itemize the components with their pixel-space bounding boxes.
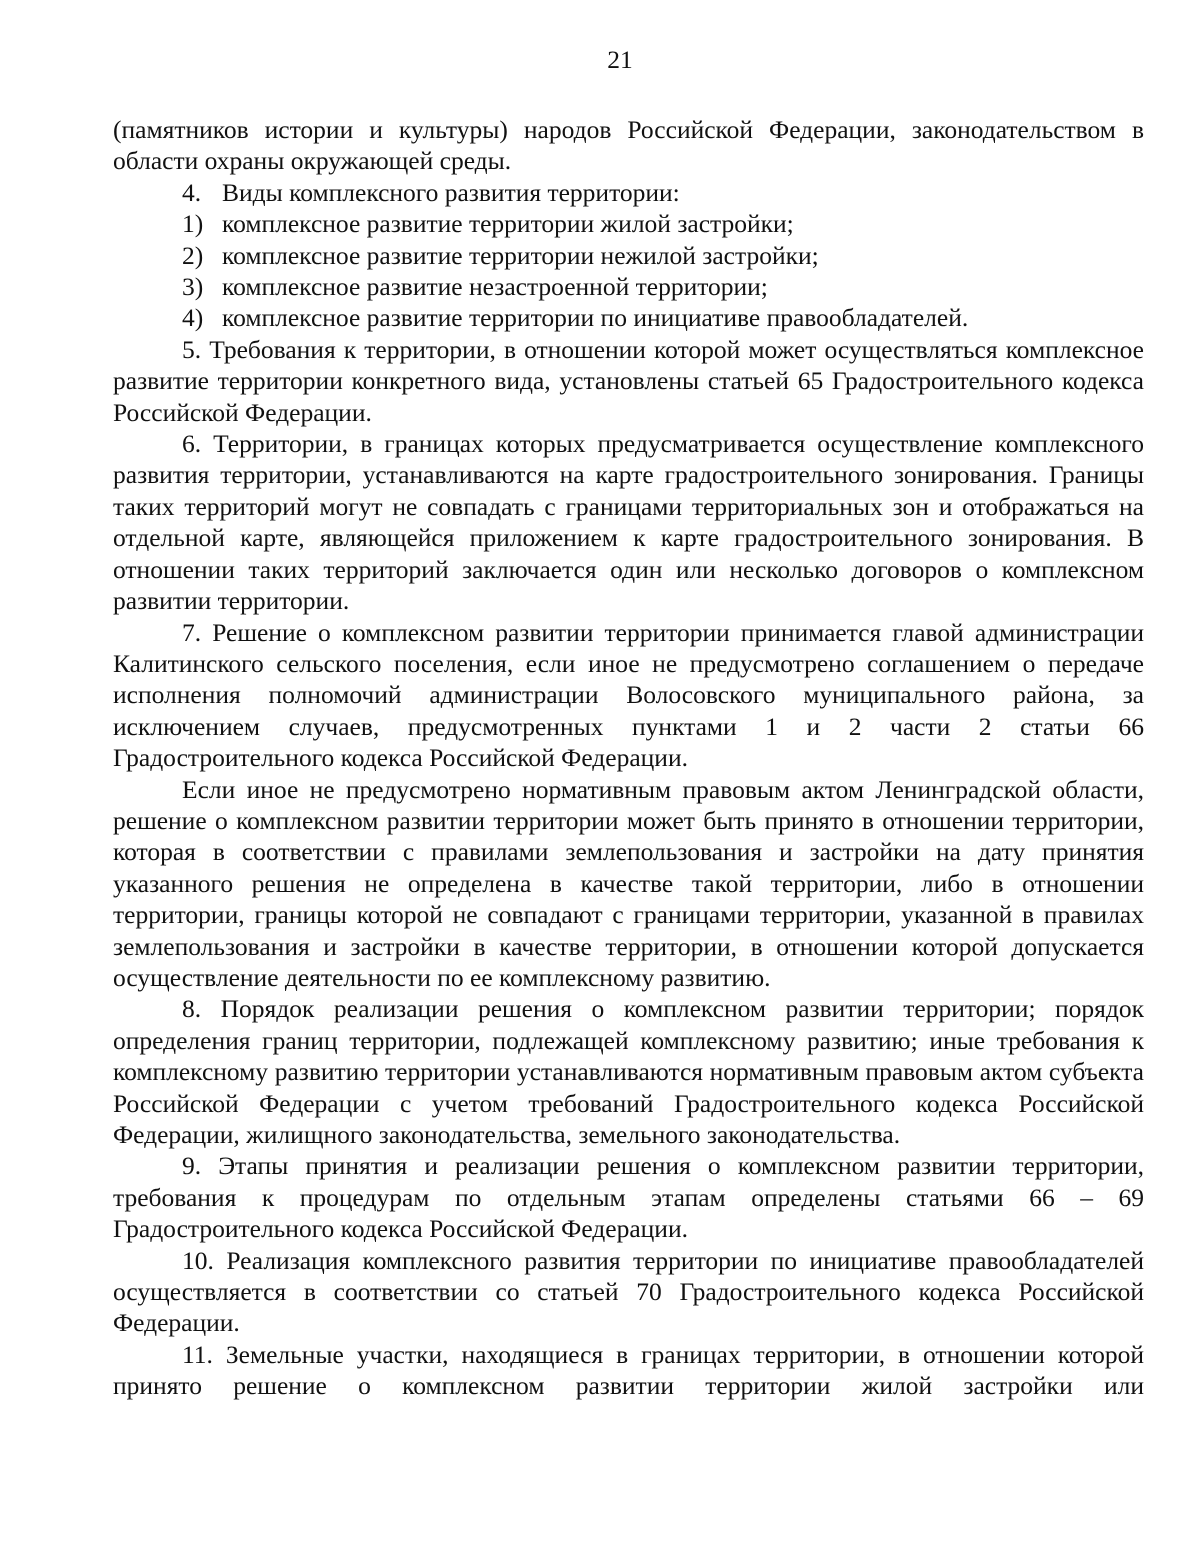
paragraph-continuation: (памятников истории и культуры) народов Российской Федерации, законодательством в области охраны окружающей среды.	[113, 115, 1144, 176]
sub-item-4	[113, 302, 1144, 333]
list-item-6	[113, 428, 1144, 616]
item-text: Решение о комплексном развитии территории принимается главой администрации Калитинского сельского поселения, если иное не предусмотрено соглашением о передаче исполнения полномочий администрации Волосовского муниципального района, за исключением случаев, предусмотренных пунктами 1 и 2 части 2 статьи 66 Градостроительного кодекса Российской Федерации.	[113, 617, 1145, 773]
item-text: комплексное развитие территории нежилой застройки;	[222, 240, 819, 270]
item-number: 6.	[182, 429, 202, 459]
item-number: 4)	[182, 303, 204, 333]
sub-item-1	[113, 208, 1144, 239]
sub-item-2	[113, 240, 1144, 271]
item-number: 8.	[182, 994, 202, 1024]
item-text: Реализация комплексного развития территории по инициативе правообладателей осуществляется в соответствии со статьей 70 Градостроительного кодекса Российской Федерации.	[113, 1245, 1145, 1338]
item-number: 9.	[182, 1151, 202, 1181]
sub-item-3	[113, 271, 1144, 302]
item-number: 10.	[182, 1245, 214, 1275]
document-body	[113, 114, 1144, 1402]
item-text: Требования к территории, в отношении которой может осуществляться комплексное развитие территории конкретного вида, установлены статьей 65 Градостроительного кодекса Российской Федерации.	[113, 334, 1144, 427]
item-text: Виды комплексного развития территории:	[222, 177, 680, 207]
item-text: Территории, в границах которых предусматривается осуществление комплексного развития территории, устанавливаются на карте градостроительного зонирования. Границы таких территорий могут не совпадать с границами территориальных зон и отображаться на отдельной карте, являющейся приложением к карте градостроительного зонирования. В отношении таких территорий заключается один или несколько договоров о комплексном развитии территории.	[113, 429, 1145, 616]
page-number: 21	[607, 45, 633, 74]
item-number: 4.	[182, 177, 202, 207]
item-text: комплексное развитие территории по инициативе правообладателей.	[222, 303, 969, 333]
item-number: 7.	[182, 617, 202, 647]
item-number: 2)	[182, 240, 204, 270]
list-item-7	[113, 617, 1144, 774]
list-item-4	[113, 177, 1144, 208]
list-item-10	[113, 1245, 1144, 1339]
item-text: Земельные участки, находящиеся в границах территории, в отношении которой принято решение о комплексном развитии территории жилой застройки или	[113, 1339, 1144, 1401]
item-text: комплексное развитие незастроенной территории;	[222, 272, 768, 302]
item-number: 3)	[182, 272, 204, 302]
item-number: 1)	[182, 209, 204, 239]
list-item-11	[113, 1339, 1144, 1402]
item-text: комплексное развитие территории жилой застройки;	[222, 209, 794, 239]
item-text: Этапы принятия и реализации решения о комплексном развитии территории, требования к процедурам по отдельным этапам определены статьями 66 – 69 Градостроительного кодекса Российской Федерации.	[113, 1151, 1144, 1244]
list-item-9	[113, 1150, 1144, 1244]
paragraph-if-other: Если иное не предусмотрено нормативным правовым актом Ленинградской области, решение о комплексном развитии территории может быть принято в отношении территории, которая в соответствии с правилами землепользования и застройки на дату принятия указанного решения не определена в качестве такой территории, либо в отношении территории, границы которой не совпадают с границами территории, указанной в правилах землепользования и застройки в качестве территории, в отношении которой допускается осуществление деятельности по ее комплексному развитию.	[113, 774, 1144, 992]
list-item-5	[113, 334, 1144, 428]
list-item-8	[113, 993, 1144, 1150]
item-number: 5.	[182, 334, 202, 364]
item-number: 11.	[182, 1339, 213, 1369]
item-text: Порядок реализации решения о комплексном развитии территории; порядок определения границ территории, подлежащей комплексному развитию; иные требования к комплексному развитию территории устанавливаются нормативным правовым актом субъекта Российской Федерации с учетом требований Градостроительного кодекса Российской Федерации, жилищного законодательства, земельного законодательства.	[113, 994, 1144, 1149]
